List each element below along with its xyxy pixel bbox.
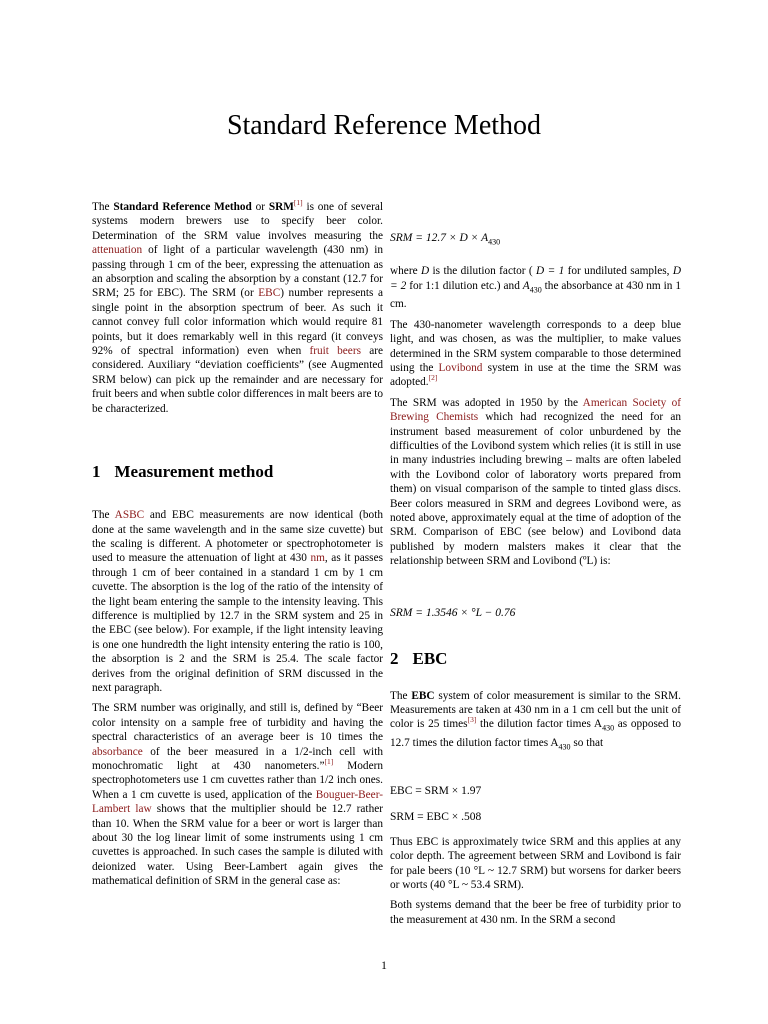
- text: or: [251, 201, 269, 213]
- citation-link[interactable]: [2]: [428, 373, 438, 383]
- link-asbc[interactable]: ASBC: [114, 509, 145, 522]
- section-number: 2: [390, 648, 399, 668]
- text: where: [390, 265, 421, 278]
- link-attenuation[interactable]: attenuation: [92, 244, 143, 257]
- dilution-paragraph: [390, 264, 681, 311]
- equation-srm: [390, 232, 681, 246]
- equation-text: SRM = 12.7 × D × A: [390, 232, 489, 244]
- measurement-paragraph-2: [92, 701, 383, 888]
- page-number: 1: [381, 960, 387, 972]
- equation-ebc: EBC = SRM × 1.97: [390, 784, 482, 797]
- history-paragraph: [390, 396, 681, 569]
- equation-lovibond: SRM = 1.3546 × °L − 0.76: [390, 606, 516, 619]
- text: is one of several systems modern brewers use to specify beer color. Determination of the SRM value involves measuring the: [92, 201, 384, 242]
- link-beer-lambert[interactable]: Bouguer-Beer-Lambert law: [92, 788, 383, 816]
- math: A: [522, 279, 530, 292]
- citation-link[interactable]: [1]: [293, 198, 303, 208]
- section-title: Measurement method: [114, 462, 274, 482]
- page-title: Standard Reference Method: [226, 110, 542, 141]
- text: of light of a particular wavelength (430 nm) in passing through 1 cm of the beer, expressing the attenuation as an absorption and scaling the absorption by a constant (12.7 for SRM; 25 for EBC). The SRM (or: [92, 244, 383, 300]
- text: are considered. Auxiliary “deviation coefficients” (see Augmented SRM below) can pick up the remainder and are necessary for fruit beers and when subtle color differences in malt beers are to be characterized.: [92, 345, 383, 415]
- bold-term: SRM: [268, 201, 294, 213]
- math: D = 2: [390, 265, 681, 292]
- link-lovibond[interactable]: Lovibond: [438, 361, 483, 374]
- text: which had recognized the need for an instrument based measurement of color unburdened by the difficulties of the Lovibond system which relies (it is still in use in many industries including brewing – malts are often labeled with the Lovibond color of laboratory worts prepared from them) on visual comparison of the sample to tinted glass discs. Beer colors measured in SRM and degrees Lovibond were, as noted above, approximately equal at the time of adoption of the SRM. Comparison of EBC (see below) and Lovibond data published by modern malsters makes it clear that the relationship between SRM and Lovibond (ºL) is:: [390, 411, 681, 568]
- math: D: [420, 265, 430, 278]
- ebc-paragraph: [390, 689, 681, 755]
- bold-term: Standard Reference Method: [113, 201, 252, 213]
- section-heading-ebc: [390, 649, 681, 669]
- text: system in use at the time the SRM was adopted.: [390, 361, 681, 389]
- text: The: [390, 689, 412, 702]
- text: and EBC measurements are now identical (both done at the same wavelength and in the same size cuvette) but the scaling is different. A photometer or spectrophotometer is used to measure the attenuation of light at 430: [92, 509, 383, 565]
- text: The: [92, 509, 115, 522]
- right-column: [390, 200, 681, 933]
- text: as opposed to 12.7 times the dilution factor times A: [390, 718, 682, 750]
- ebc-comparison-paragraph: Thus EBC is approximately twice SRM and this applies at any color depth. The agreement between SRM and Lovibond is fair for pale beers (10 °L ~ 12.7 SRM) but worsens for darker beers or worts (40 °L ~ 53.4 SRM).: [390, 835, 681, 892]
- turbidity-paragraph: Both systems demand that the beer be free of turbidity prior to the measurement at 430 nm. In the SRM a second: [390, 899, 681, 926]
- text: of the beer measured in a 1/2-inch cell with monochromatic light at 430 nanometers.”: [92, 745, 383, 772]
- measurement-paragraph-1: [92, 508, 383, 695]
- text: The 430-nanometer wavelength corresponds to a deep blue light, and was chosen, as was the multiplier, to make values determined in the SRM system comparable to those determined using the: [390, 318, 681, 374]
- text: so that: [570, 737, 604, 750]
- text: ) number represents a single point in the absorption spectrum of beer. As such it cannot convey full color information which would require 81 points, but it does remarkably well in this regard (it conveys 92% of spectral information) even when: [92, 287, 383, 358]
- text: The SRM was adopted in 1950 by the: [390, 396, 583, 409]
- link-asbc-full[interactable]: American Society of Brewing Chemists: [390, 396, 681, 424]
- text: the dilution factor times A: [476, 718, 603, 731]
- text: system of color measurement is similar to the SRM. Measurements are taken at 430 nm in a 1 cm cell but the unit of color is 25 times: [390, 689, 681, 731]
- link-absorbance[interactable]: absorbance: [92, 745, 143, 758]
- math: D = 1: [536, 265, 565, 278]
- text: The: [92, 201, 114, 213]
- section-heading-measurement: [92, 462, 383, 482]
- equation-subscript: 430: [488, 237, 501, 247]
- text: the absorbance at 430 nm in 1 cm.: [390, 279, 681, 311]
- section-title: EBC: [412, 648, 448, 668]
- text: , as it passes through 1 cm of beer contained in a standard 1 cm by 1 cm cuvette. The absorption is the log of the ratio of the intensity of the light beam entering the sample to the intensity leaving. This difference is multiplied by 12.7 in the SRM system and 25 in the EBC (see below). For example, if the light intensity leaving is one one hundredth the light intensity entering the ratio is 100, the absorption is 2 and the SRM is 25.4. The scale factor derives from the original definition of SRM discussed in the next paragraph.: [92, 552, 383, 694]
- left-column: [92, 200, 383, 895]
- text: for 1:1 dilution etc.) and: [406, 279, 523, 292]
- citation-link[interactable]: [1]: [324, 757, 334, 767]
- link-fruit-beers[interactable]: fruit beers: [309, 345, 361, 358]
- link-ebc[interactable]: EBC: [258, 287, 281, 300]
- section-number: 1: [92, 462, 101, 482]
- text: Modern spectrophotometers use 1 cm cuvettes rather than 1/2 inch ones. When a 1 cm cuvette is used, application of the: [92, 760, 384, 801]
- subscript: 430: [558, 742, 571, 752]
- text: for undiluted samples,: [564, 265, 673, 278]
- bold-term: EBC: [411, 689, 435, 702]
- wavelength-paragraph: [390, 318, 681, 390]
- math-subscript: 430: [529, 284, 542, 294]
- intro-paragraph: [92, 200, 383, 416]
- text: shows that the multiplier should be 12.7 rather than 10. When the SRM value for a beer or wort is larger than about 30 the log linear limit of some instruments using 1 cm cuvettes is approached. In such cases the sample is diluted with deionized water. Using Beer-Lambert again gives the mathematical definition of SRM in the general case as:: [92, 803, 383, 888]
- text: is the dilution factor (: [429, 265, 537, 278]
- subscript: 430: [602, 723, 615, 733]
- equation-srm-ebc: SRM = EBC × .508: [390, 810, 482, 823]
- citation-link[interactable]: [3]: [467, 715, 477, 725]
- link-nm[interactable]: nm: [310, 552, 325, 565]
- text: The SRM number was originally, and still is, defined by “Beer color intensity on a sample free of turbidity and having the spectral characteristics of an average beer is 10 times the: [92, 702, 383, 744]
